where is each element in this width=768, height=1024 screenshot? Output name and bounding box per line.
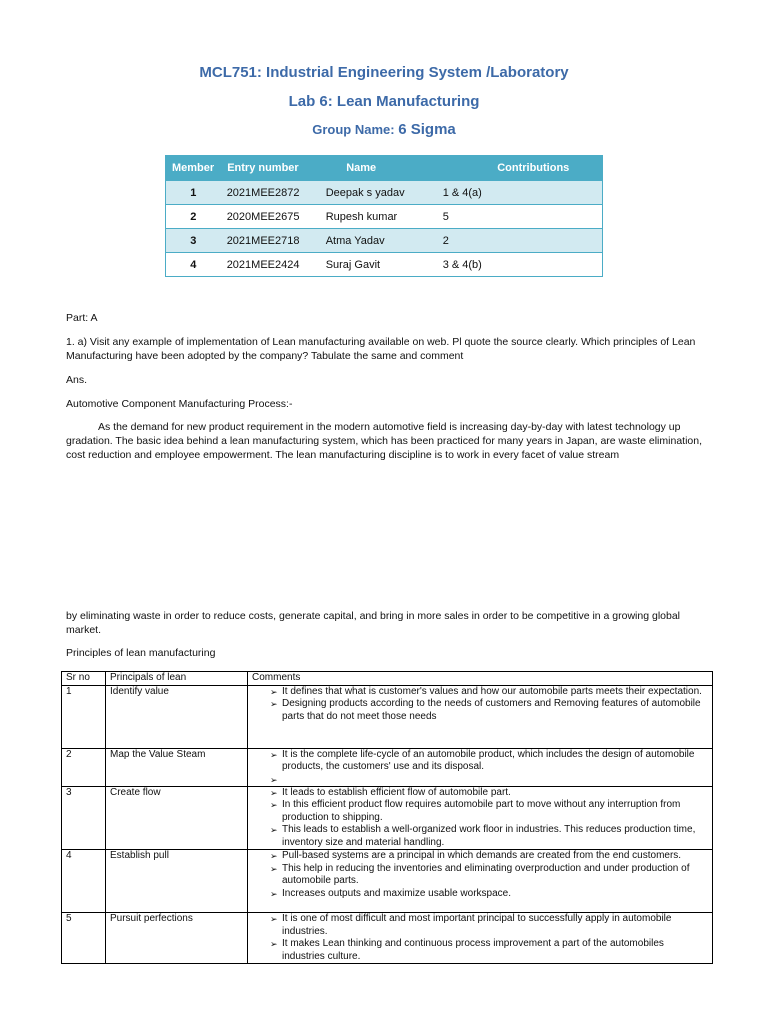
member-number: 4 xyxy=(166,253,221,277)
comment-item: ➢ Designing products according to the needs of customers and Removing features of automobile parts that do not meet those needs xyxy=(252,698,708,723)
member-name: Rupesh kumar xyxy=(320,205,437,229)
entry-number: 2021MEE2718 xyxy=(221,229,320,253)
col-sr-no: Sr no xyxy=(62,672,106,686)
table-row xyxy=(166,205,603,229)
comment-item: ➢ Increases outputs and maximize usable workspace. xyxy=(252,888,708,901)
member-number: 2 xyxy=(166,205,221,229)
answer-label: Ans. xyxy=(66,374,88,386)
comment-item: ➢ It is one of most difficult and most important principal to successfully apply in automobile industries. xyxy=(252,913,708,938)
paragraph-intro: As the demand for new product requirement in the modern automotive field is increasing day-by-day with latest technology up gradation. The basic idea behind a lean manufacturing system, which has been practiced for many years in Japan, are waste elimination, cost reduction and employee empowerment. The lean manufacturing discipline is to work in every facet of value stream xyxy=(66,421,702,461)
group-label: Group Name: xyxy=(312,122,395,137)
member-name: Atma Yadav xyxy=(320,229,437,253)
members-header-row xyxy=(166,156,603,181)
part-heading: Part: A xyxy=(66,312,98,324)
sr-number: 1 xyxy=(62,685,106,748)
principles-header-row xyxy=(62,672,713,686)
table-row xyxy=(166,181,603,205)
comment-item: ➢ It defines that what is customer's values and how our automobile parts meets their expectation. xyxy=(252,686,708,699)
comment-item: ➢ It is the complete life-cycle of an automobile product, which includes the design of automobile products, the customers' use and its disposal. xyxy=(252,749,708,774)
sr-number: 3 xyxy=(62,786,106,850)
principle-name: Create flow xyxy=(106,786,248,850)
table-row xyxy=(62,850,713,913)
entry-number: 2021MEE2424 xyxy=(221,253,320,277)
table-row xyxy=(166,253,603,277)
lab-title: Lab 6: Lean Manufacturing xyxy=(288,93,480,110)
col-entry-number: Entry number xyxy=(221,156,320,181)
sr-number: 2 xyxy=(62,748,106,786)
comments-cell xyxy=(248,786,713,850)
group-value: 6 Sigma xyxy=(398,121,456,138)
member-name: Deepak s yadav xyxy=(320,181,437,205)
col-member: Member xyxy=(166,156,221,181)
col-comments: Comments xyxy=(248,672,713,686)
comments-cell xyxy=(248,685,713,748)
comments-cell xyxy=(248,913,713,964)
principles-title: Principles of lean manufacturing xyxy=(66,647,216,659)
member-contribution: 1 & 4(a) xyxy=(437,181,603,205)
principle-name: Establish pull xyxy=(106,850,248,913)
entry-number: 2020MEE2675 xyxy=(221,205,320,229)
table-row xyxy=(166,229,603,253)
sr-number: 4 xyxy=(62,850,106,913)
col-contributions: Contributions xyxy=(437,156,603,181)
member-number: 3 xyxy=(166,229,221,253)
comments-cell xyxy=(248,748,713,786)
members-table xyxy=(165,155,603,277)
col-principle: Principals of lean xyxy=(106,672,248,686)
principle-name: Identify value xyxy=(106,685,248,748)
paragraph-continued: by eliminating waste in order to reduce costs, generate capital, and bring in more sales in order to be competitive in a growing global market. xyxy=(66,610,681,636)
question-text: 1. a) Visit any example of implementation of Lean manufacturing available on web. Pl quote the source clearly. Which principles of Lean Manufacturing have been adopted by the company? Tabulate the same and comment xyxy=(66,336,696,362)
comment-item: ➢ Pull-based systems are a principal in which demands are created from the end customers. xyxy=(252,850,708,863)
table-row xyxy=(62,685,713,748)
entry-number: 2021MEE2872 xyxy=(221,181,320,205)
comment-item: ➢ In this efficient product flow requires automobile part to move without any interruption from production to shipping. xyxy=(252,799,708,824)
col-name: Name xyxy=(320,156,437,181)
sr-number: 5 xyxy=(62,913,106,964)
group-name xyxy=(0,121,768,138)
member-contribution: 3 & 4(b) xyxy=(437,253,603,277)
comment-item: ➢ It leads to establish efficient flow of automobile part. xyxy=(252,787,708,800)
table-row xyxy=(62,913,713,964)
member-contribution: 5 xyxy=(437,205,603,229)
member-name: Suraj Gavit xyxy=(320,253,437,277)
comment-item: ➢ It makes Lean thinking and continuous process improvement a part of the automobiles industries culture. xyxy=(252,938,708,963)
principle-name: Map the Value Steam xyxy=(106,748,248,786)
comment-item: ➢ This leads to establish a well-organized work floor in industries. This reduces production time, inventory size and material handling. xyxy=(252,824,708,849)
member-contribution: 2 xyxy=(437,229,603,253)
course-title: MCL751: Industrial Engineering System /Laboratory xyxy=(199,64,569,81)
principle-name: Pursuit perfections xyxy=(106,913,248,964)
member-number: 1 xyxy=(166,181,221,205)
principles-table xyxy=(61,671,713,964)
table-row xyxy=(62,748,713,786)
comments-cell xyxy=(248,850,713,913)
table-row xyxy=(62,786,713,850)
process-title: Automotive Component Manufacturing Process:- xyxy=(66,398,293,410)
comment-item: ➢ This help in reducing the inventories and eliminating overproduction and under production of automobile parts. xyxy=(252,863,708,888)
